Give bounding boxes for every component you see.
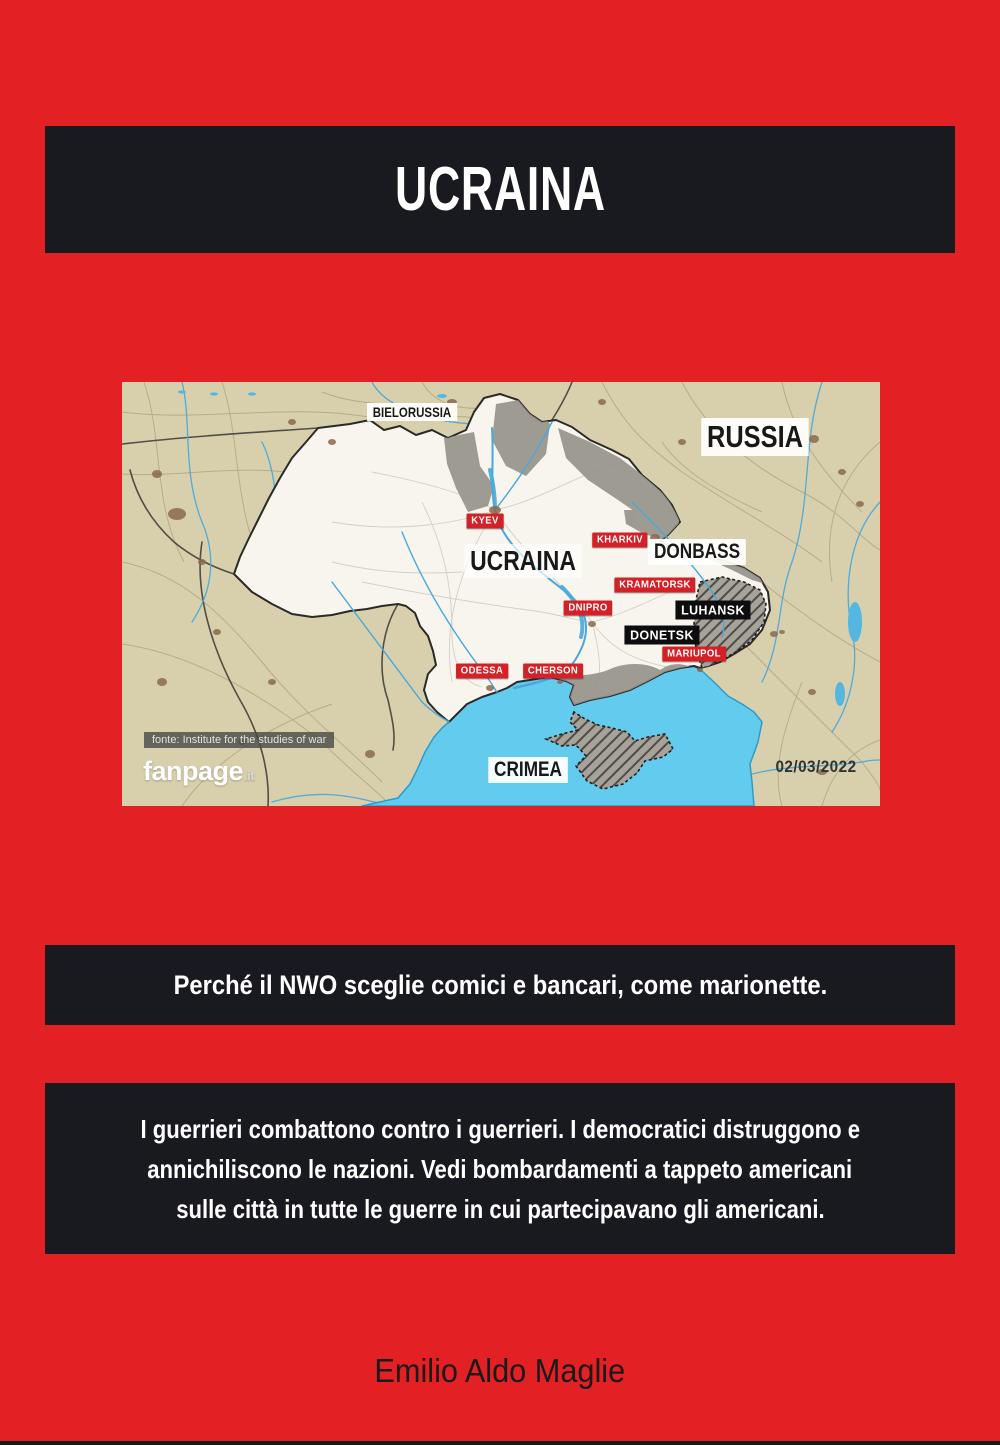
map-label-kharkiv: KHARKIV [592,533,647,548]
map-label-luhansk: LUHANSK [675,601,750,620]
paragraph-banner [45,1083,955,1254]
map-date: 02/03/2022 [775,757,857,776]
paragraph-line-3: sulle città in tutte le guerre in cui partecipavano gli americani. [175,1193,825,1224]
author-name: Emilio Aldo Maglie [374,1352,626,1389]
book-title: UCRAINA [394,155,606,224]
map-label-donetsk: DONETSK [624,626,699,645]
fanpage-logo-suffix: .it [244,768,255,783]
map-label-donbass: DONBASS [648,539,746,565]
map-label-kramatorsk: KRAMATORSK [614,578,695,593]
map-label-cherson: CHERSON [523,664,583,679]
map-label-russia: RUSSIA [701,418,809,456]
map-label-mariupol: MARIUPOL [662,647,725,662]
map-label-kyev: KYEV [467,514,504,529]
subtitle-text: Perché il NWO sceglie comici e bancari, come marionette. [173,969,827,1000]
title-banner [45,126,955,253]
fanpage-logo [143,756,254,787]
map-label-odessa: ODESSA [456,664,508,679]
map-label-crimea: CRIMEA [488,757,567,783]
map-label-dnipro: DNIPRO [564,601,613,616]
map-label-bielorussia: BIELORUSSIA [367,403,457,421]
map-label-ucraina: UCRAINA [464,544,581,578]
ukraine-war-map [122,382,880,806]
bottom-strip [0,1441,1000,1445]
fanpage-logo-main: fanpage [143,756,244,786]
subtitle-banner [45,945,955,1025]
paragraph-line-1: I guerrieri combattono contro i guerrieri. I democratici distruggono e [140,1113,860,1144]
map-source-note: fonte: Institute for the studies of war [144,732,334,748]
paragraph-line-2: annichiliscono le nazioni. Vedi bombardamenti a tappeto americani [147,1153,853,1184]
